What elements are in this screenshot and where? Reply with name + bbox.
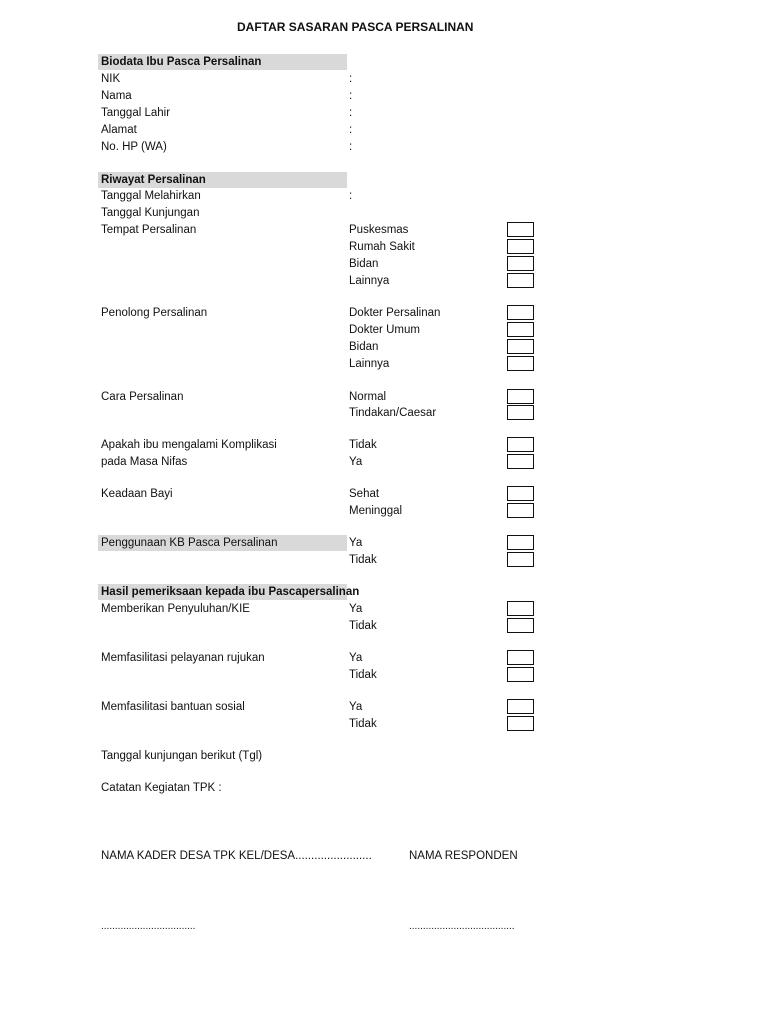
option-lainnya: Lainnya bbox=[349, 275, 390, 287]
colon-alamat: : bbox=[349, 124, 353, 136]
checkbox-puskesmas[interactable] bbox=[507, 222, 534, 237]
option-normal: Normal bbox=[349, 391, 387, 403]
option-puskesmas: Puskesmas bbox=[349, 224, 409, 236]
checkbox-tindakan-caesar[interactable] bbox=[507, 405, 534, 420]
label-catatan-kegiatan: Catatan Kegiatan TPK : bbox=[101, 782, 222, 794]
option-meninggal: Meninggal bbox=[349, 505, 403, 517]
label-cara-persalinan: Cara Persalinan bbox=[101, 391, 184, 403]
option-bansos-ya: Ya bbox=[349, 701, 363, 713]
checkbox-meninggal[interactable] bbox=[507, 503, 534, 518]
option-rumah-sakit: Rumah Sakit bbox=[349, 241, 415, 253]
checkbox-lainnya[interactable] bbox=[507, 273, 534, 288]
checkbox-normal[interactable] bbox=[507, 389, 534, 404]
option-tindakan-caesar: Tindakan/Caesar bbox=[349, 407, 437, 419]
checkbox-penolong-lainnya[interactable] bbox=[507, 356, 534, 371]
label-nama-responden: NAMA RESPONDEN bbox=[409, 850, 518, 862]
label-komplikasi-line2: pada Masa Nifas bbox=[101, 456, 188, 468]
label-nama-kader: NAMA KADER DESA TPK KEL/DESA........................ bbox=[101, 850, 372, 862]
label-alamat: Alamat bbox=[101, 124, 137, 136]
checkbox-kb-ya[interactable] bbox=[507, 535, 534, 550]
option-kb-ya: Ya bbox=[349, 537, 363, 549]
section-header-kb: Penggunaan KB Pasca Persalinan bbox=[98, 535, 347, 551]
label-nik: NIK bbox=[101, 73, 121, 85]
checkbox-komplikasi-tidak[interactable] bbox=[507, 437, 534, 452]
option-penolong-bidan: Bidan bbox=[349, 341, 379, 353]
colon-no-hp: : bbox=[349, 141, 353, 153]
colon-nik: : bbox=[349, 73, 353, 85]
checkbox-bansos-ya[interactable] bbox=[507, 699, 534, 714]
label-bansos: Memfasilitasi bantuan sosial bbox=[101, 701, 245, 713]
option-kb-tidak: Tidak bbox=[349, 554, 377, 566]
checkbox-rumah-sakit[interactable] bbox=[507, 239, 534, 254]
label-penolong-persalinan: Penolong Persalinan bbox=[101, 307, 208, 319]
checkbox-sehat[interactable] bbox=[507, 486, 534, 501]
colon-tanggal-lahir: : bbox=[349, 107, 353, 119]
option-bidan: Bidan bbox=[349, 258, 379, 270]
section-header-biodata: Biodata Ibu Pasca Persalinan bbox=[98, 54, 347, 70]
label-tanggal-kunjungan-berikut: Tanggal kunjungan berikut (Tgl) bbox=[101, 750, 263, 762]
label-tanggal-lahir: Tanggal Lahir bbox=[101, 107, 171, 119]
label-rujukan: Memfasilitasi pelayanan rujukan bbox=[101, 652, 265, 664]
option-penyuluhan-ya: Ya bbox=[349, 603, 363, 615]
checkbox-rujukan-ya[interactable] bbox=[507, 650, 534, 665]
option-penolong-lainnya: Lainnya bbox=[349, 358, 390, 370]
option-rujukan-ya: Ya bbox=[349, 652, 363, 664]
label-tanggal-kunjungan: Tanggal Kunjungan bbox=[101, 207, 200, 219]
page-title: DAFTAR SASARAN PASCA PERSALINAN bbox=[237, 20, 474, 34]
signature-line-responden[interactable]: ...................................... bbox=[409, 921, 515, 932]
checkbox-penyuluhan-tidak[interactable] bbox=[507, 618, 534, 633]
checkbox-bansos-tidak[interactable] bbox=[507, 716, 534, 731]
section-header-hasil: Hasil pemeriksaan kepada ibu Pascapersalinan bbox=[98, 584, 347, 600]
checkbox-dokter-umum[interactable] bbox=[507, 322, 534, 337]
label-nama: Nama bbox=[101, 90, 132, 102]
option-sehat: Sehat bbox=[349, 488, 380, 500]
signature-line-kader[interactable]: .................................. bbox=[101, 921, 196, 932]
checkbox-bidan[interactable] bbox=[507, 256, 534, 271]
label-komplikasi-line1: Apakah ibu mengalami Komplikasi bbox=[101, 439, 277, 451]
colon-tanggal-melahirkan: : bbox=[349, 190, 353, 202]
label-no-hp: No. HP (WA) bbox=[101, 141, 167, 153]
label-tempat-persalinan: Tempat Persalinan bbox=[101, 224, 197, 236]
colon-nama: : bbox=[349, 90, 353, 102]
label-tanggal-melahirkan: Tanggal Melahirkan bbox=[101, 190, 201, 202]
label-penyuluhan: Memberikan Penyuluhan/KIE bbox=[101, 603, 250, 615]
checkbox-penyuluhan-ya[interactable] bbox=[507, 601, 534, 616]
option-dokter-umum: Dokter Umum bbox=[349, 324, 420, 336]
checkbox-komplikasi-ya[interactable] bbox=[507, 454, 534, 469]
checkbox-kb-tidak[interactable] bbox=[507, 552, 534, 567]
label-keadaan-bayi: Keadaan Bayi bbox=[101, 488, 173, 500]
option-bansos-tidak: Tidak bbox=[349, 718, 377, 730]
option-dokter-persalinan: Dokter Persalinan bbox=[349, 307, 441, 319]
section-header-riwayat: Riwayat Persalinan bbox=[98, 172, 347, 188]
checkbox-penolong-bidan[interactable] bbox=[507, 339, 534, 354]
option-komplikasi-ya: Ya bbox=[349, 456, 363, 468]
checkbox-rujukan-tidak[interactable] bbox=[507, 667, 534, 682]
option-komplikasi-tidak: Tidak bbox=[349, 439, 377, 451]
option-rujukan-tidak: Tidak bbox=[349, 669, 377, 681]
option-penyuluhan-tidak: Tidak bbox=[349, 620, 377, 632]
checkbox-dokter-persalinan[interactable] bbox=[507, 305, 534, 320]
